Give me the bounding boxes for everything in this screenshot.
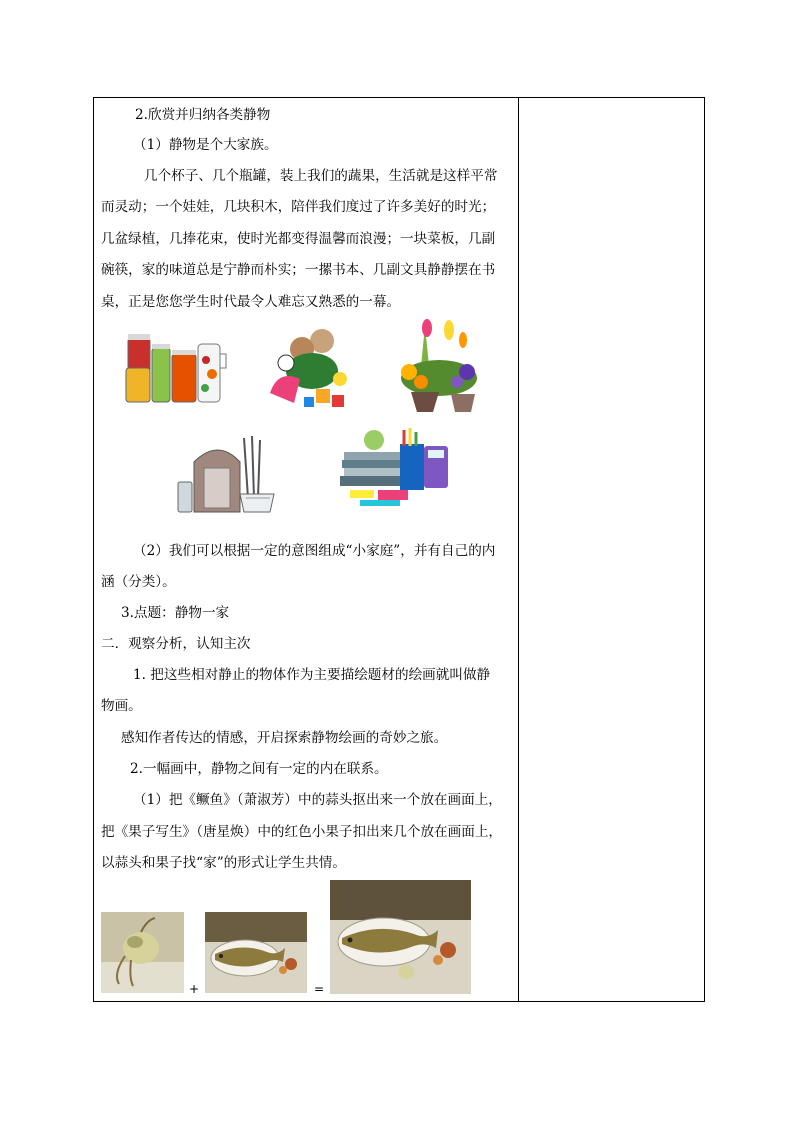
- paragraph-line: 碗筷，家的味道总是宁静而朴实；一摞书本、几副文具静静摆在书: [101, 262, 496, 278]
- fish-painting-image: [205, 912, 307, 993]
- paragraph-line: 把《果子写生》（唐星焕）中的红色小果子扣出来几个放在画面上，: [101, 824, 503, 840]
- paragraph-line: 几盆绿植，几捧花束，使时光都变得温馨而浪漫；一块菜板，几副: [101, 231, 496, 247]
- column-divider: [518, 98, 519, 1001]
- sub-heading: （2）我们可以根据一定的意图组成“小家庭”，并有自己的内: [133, 543, 496, 559]
- jars-of-preserves-image: [124, 330, 232, 410]
- paragraph-line: 以蒜头和果子找“家”的形式让学生共情。: [101, 855, 346, 871]
- sub-heading: （1）静物是个大家族。: [133, 137, 278, 153]
- paragraph-line: （1）把《鳜鱼》（萧淑芳）中的蒜头抠出来一个放在画面上，: [133, 792, 502, 808]
- point-heading: 3.点题：静物一家: [121, 605, 230, 621]
- combined-painting-image: [330, 880, 471, 994]
- paragraph-line: 2.一幅画中，静物之间有一定的内在联系。: [130, 761, 388, 777]
- paragraph-line: 几个杯子、几个瓶罐，装上我们的蔬果，生活就是这样平常: [144, 168, 498, 184]
- kitchenware-image: [174, 428, 280, 516]
- lesson-table: [93, 97, 705, 1002]
- section-heading: 二．观察分析，认知主次: [101, 636, 251, 652]
- potted-flowers-image: [391, 316, 489, 416]
- paragraph-line: 而灵动；一个娃娃，几块积木，陪伴我们度过了许多美好的时光；: [101, 199, 496, 215]
- garlic-painting-image: [101, 912, 184, 993]
- paragraph-line: 桌，正是您您学生时代最令人难忘又熟悉的一幕。: [101, 294, 401, 310]
- section-heading: 2.欣赏并归纳各类静物: [135, 107, 271, 123]
- paragraph-line: 感知作者传达的情感，开启探索静物绘画的奇妙之旅。: [121, 730, 448, 746]
- paragraph-line: 涵（分类）。: [101, 574, 176, 590]
- books-and-stationery-image: [330, 426, 456, 516]
- paragraph-line: 1. 把这些相对静止的物体作为主要描绘题材的绘画就叫做静: [133, 667, 491, 683]
- toys-and-blocks-image: [264, 323, 362, 415]
- plus-sign: +: [189, 982, 200, 996]
- paragraph-line: 物画。: [101, 698, 142, 714]
- equals-sign: =: [314, 982, 325, 996]
- lesson-content-cell: [94, 98, 518, 1001]
